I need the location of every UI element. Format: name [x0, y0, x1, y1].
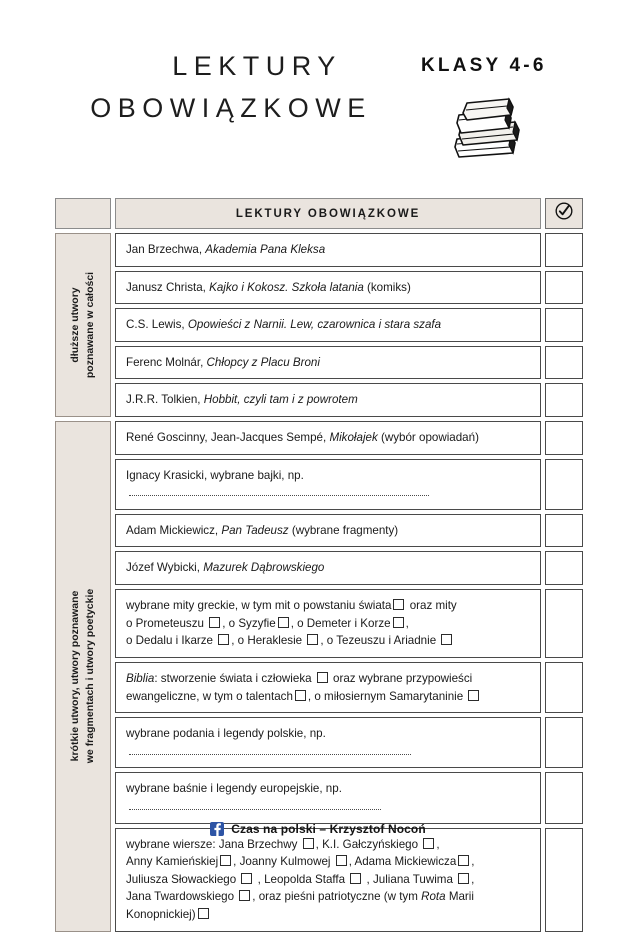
- entry-text-part: , K.I. Gałczyńskiego: [315, 837, 422, 851]
- entry-text-part: ,: [471, 855, 475, 869]
- entry-text-part: (komiks): [363, 280, 411, 294]
- inline-checkbox[interactable]: [209, 617, 220, 628]
- entry-text-part: , Leopolda Staffa: [254, 872, 349, 886]
- row-checkbox-cell[interactable]: [545, 383, 583, 417]
- title-italic: Biblia: [126, 671, 155, 685]
- entry-text-part: wybrane podania i legendy polskie, np.: [126, 727, 326, 741]
- row-checkbox-cell[interactable]: [545, 346, 583, 380]
- fill-in-dotted-line[interactable]: [129, 800, 381, 810]
- reading-entry-text: [115, 772, 541, 823]
- table-row: [115, 271, 583, 305]
- page-title-line-1: LEKTURY: [172, 51, 342, 81]
- entry-text-part: oraz mity: [406, 599, 457, 613]
- title-italic: Kajko i Kokosz. Szkoła latania: [209, 280, 364, 294]
- entry-text-part: o Dedalu i Ikarze: [126, 634, 217, 648]
- fill-in-dotted-line[interactable]: [129, 486, 429, 496]
- reading-entry-text: [115, 551, 541, 585]
- inline-checkbox[interactable]: [278, 617, 289, 628]
- reading-entry-text: [115, 233, 541, 267]
- reading-entry-text: [115, 459, 541, 510]
- entry-text-part: , o Heraklesie: [231, 634, 306, 648]
- table-header-spacer: [55, 198, 111, 229]
- section-side-label-text: [68, 589, 98, 763]
- inline-checkbox[interactable]: [458, 873, 469, 884]
- entry-text-part: , o Syzyfie: [222, 616, 276, 630]
- section-label-line-2: poznawane w całości: [84, 271, 96, 379]
- inline-checkbox[interactable]: [458, 855, 469, 866]
- entry-text-part: , Joanny Kulmowej: [233, 855, 334, 869]
- title-italic: Mikołajek: [329, 431, 378, 445]
- facebook-icon[interactable]: [210, 822, 224, 836]
- table-row: [115, 459, 583, 510]
- table-section: [55, 421, 583, 932]
- table-row: [115, 589, 583, 658]
- title-italic: Hobbit, czyli tam i z powrotem: [203, 393, 358, 407]
- entry-text-part: C.S. Lewis,: [126, 318, 188, 332]
- section-side-label: [55, 233, 111, 417]
- stack-of-books-icon: [445, 95, 537, 165]
- table-row: [115, 346, 583, 380]
- table-row: [115, 772, 583, 823]
- title-italic: Opowieści z Narnii. Lew, czarownica i stara szafa: [187, 318, 442, 332]
- entry-text-part: Józef Wybicki,: [126, 561, 204, 575]
- entry-text-part: Janusz Christa,: [126, 280, 210, 294]
- row-checkbox-cell[interactable]: [545, 271, 583, 305]
- inline-checkbox[interactable]: [336, 855, 347, 866]
- entry-text-part: Jana Twardowskiego: [126, 890, 238, 904]
- section-label-line-1: dłuższe utwory: [68, 287, 81, 363]
- row-checkbox-cell[interactable]: [545, 514, 583, 548]
- table-row: [115, 421, 583, 455]
- entry-text-part: ,: [471, 872, 475, 886]
- entry-text-part: (wybrane fragmenty): [288, 523, 399, 537]
- table-row: [115, 233, 583, 267]
- inline-checkbox[interactable]: [423, 838, 434, 849]
- entry-text-part: Anny Kamieńskiej: [126, 855, 219, 869]
- reading-entry-text: [115, 308, 541, 342]
- table-row: [115, 551, 583, 585]
- inline-checkbox[interactable]: [468, 690, 479, 701]
- table-header-title: LEKTURY OBOWIĄZKOWE: [115, 198, 541, 229]
- table-header-row: [55, 198, 583, 229]
- inline-checkbox[interactable]: [393, 599, 404, 610]
- entry-text-part: , o miłosiernym Samarytaninie: [307, 689, 467, 703]
- row-checkbox-cell[interactable]: [545, 828, 583, 932]
- reading-entry-text: [115, 383, 541, 417]
- inline-checkbox[interactable]: [393, 617, 404, 628]
- entry-text-part: oraz wybrane przypowieści: [329, 671, 473, 685]
- entry-text-part: René Goscinny, Jean-Jacques Sempé,: [126, 431, 330, 445]
- entry-text-part: wybrane mity greckie, w tym mit o powstaniu świata: [126, 599, 392, 613]
- row-checkbox-cell[interactable]: [545, 551, 583, 585]
- reading-entry-text: [115, 514, 541, 548]
- entry-text-part: , o Demeter i Korze: [290, 616, 391, 630]
- entry-text-part: Ignacy Krasicki, wybrane bajki, np.: [126, 468, 304, 482]
- inline-checkbox[interactable]: [220, 855, 231, 866]
- entry-text-part: ,: [405, 616, 409, 630]
- inline-checkbox[interactable]: [241, 873, 252, 884]
- section-side-label: [55, 421, 111, 932]
- table-row: [115, 662, 583, 713]
- entry-text-part: Jan Brzechwa,: [126, 243, 206, 256]
- table-row: [115, 308, 583, 342]
- reading-entry-text: [115, 346, 541, 380]
- entry-text-part: Juliusza Słowackiego: [126, 872, 240, 886]
- inline-checkbox[interactable]: [303, 838, 314, 849]
- inline-checkbox[interactable]: [350, 873, 361, 884]
- row-checkbox-cell[interactable]: [545, 308, 583, 342]
- entry-text-part: Konopnickiej): [126, 908, 196, 922]
- entry-text-part: , Adama Mickiewicza: [348, 855, 457, 869]
- table-header-check-cell: [545, 198, 583, 229]
- inline-checkbox[interactable]: [441, 634, 452, 645]
- row-checkbox-cell[interactable]: [545, 589, 583, 658]
- inline-checkbox[interactable]: [218, 634, 229, 645]
- title-italic: Akademia Pana Kleksa: [205, 243, 326, 256]
- reading-entry-text: [115, 717, 541, 768]
- section-side-label-text: [68, 272, 98, 378]
- title-italic: Rota: [421, 890, 446, 904]
- entry-text-part: wybrane wiersze: Jana Brzechwy: [126, 837, 301, 851]
- table-row: [115, 383, 583, 417]
- entry-text-part: , o Tezeuszu i Ariadnie: [320, 634, 440, 648]
- page-header: [0, 0, 636, 160]
- section-label-line-1: krótkie utwory, utwory poznawane: [68, 590, 81, 762]
- title-italic: Pan Tadeusz: [221, 523, 289, 537]
- page-title-line-2: OBOWIĄZKOWE: [90, 92, 372, 123]
- row-checkbox-cell[interactable]: [545, 421, 583, 455]
- inline-checkbox[interactable]: [317, 672, 328, 683]
- row-checkbox-cell[interactable]: [545, 717, 583, 768]
- title-italic: Chłopcy z Placu Broni: [206, 355, 320, 369]
- row-checkbox-cell[interactable]: [545, 233, 583, 267]
- entry-text-part: ,: [436, 837, 440, 851]
- section-label-line-2: we fragmentach i utwory poetyckie: [84, 589, 96, 764]
- inline-checkbox[interactable]: [198, 908, 209, 919]
- row-checkbox-cell[interactable]: [545, 662, 583, 713]
- grade-badge: KLASY 4-6: [421, 55, 547, 76]
- entry-text-part: : stworzenie świata i człowieka: [154, 671, 315, 685]
- entry-text-part: Adam Mickiewicz,: [126, 523, 222, 537]
- inline-checkbox[interactable]: [307, 634, 318, 645]
- reading-entry-text: [115, 662, 541, 713]
- reading-entry-text: [115, 271, 541, 305]
- footer-credit-text: Czas na polski – Krzysztof Nocoń: [231, 822, 426, 836]
- reading-entry-text: [115, 421, 541, 455]
- table-row: [115, 514, 583, 548]
- inline-checkbox[interactable]: [295, 690, 306, 701]
- table-row: [115, 828, 583, 932]
- entry-text-part: , Juliana Tuwima: [363, 872, 457, 886]
- table-row: [115, 717, 583, 768]
- reading-entry-text: [115, 828, 541, 932]
- entry-text-part: (wybór opowiadań): [377, 431, 479, 445]
- row-checkbox-cell[interactable]: [545, 459, 583, 510]
- entry-text-part: J.R.R. Tolkien,: [126, 393, 204, 407]
- entry-text-part: Marii: [445, 890, 474, 904]
- footer: [0, 822, 636, 836]
- circled-checkmark-icon: [554, 201, 574, 226]
- section-rows: [115, 233, 583, 417]
- section-rows: [115, 421, 583, 932]
- reading-entry-text: [115, 589, 541, 658]
- entry-text-part: o Prometeuszu: [126, 616, 208, 630]
- entry-text-part: ewangeliczne, w tym o talentach: [126, 689, 293, 703]
- fill-in-dotted-line[interactable]: [129, 745, 411, 755]
- page-title: [90, 46, 400, 130]
- row-checkbox-cell[interactable]: [545, 772, 583, 823]
- entry-text-part: , oraz pieśni patriotyczne (w tym: [252, 890, 422, 904]
- table-section: [55, 233, 583, 417]
- entry-text-part: wybrane baśnie i legendy europejskie, np.: [126, 782, 342, 796]
- entry-text-part: Ferenc Molnár,: [126, 355, 207, 369]
- title-italic: Mazurek Dąbrowskiego: [203, 561, 325, 575]
